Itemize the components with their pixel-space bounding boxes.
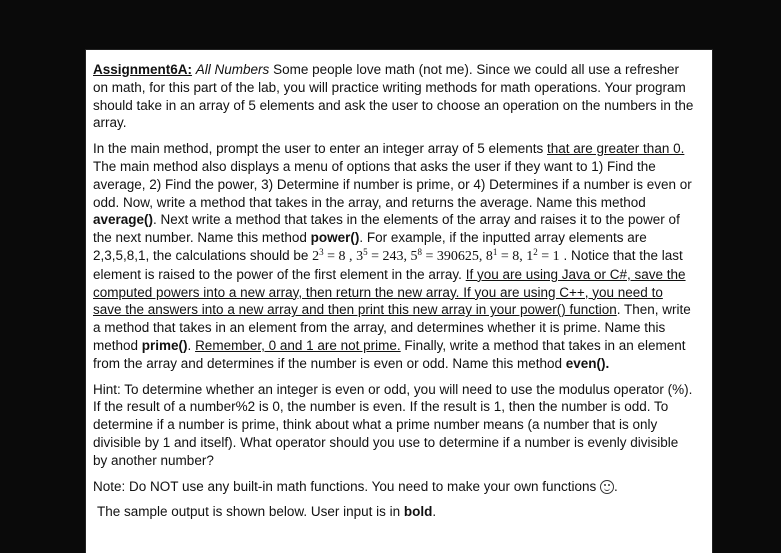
method-name-even: even(). [565,355,610,371]
math-result: = 390625, [421,248,486,264]
math-exponent: 1 [492,246,498,257]
underlined-text: Remember, 0 and 1 are not prime. [195,337,401,353]
note-paragraph [93,478,694,496]
text-run: The main method also displays a menu of options that asks the user if they want to 1) Find the average, 2) Find the power, 3) Determine if number is prime, or 4) Determines if a number is even or odd. Now, write a method that takes in the array, and returns the average. Name this method [93,158,692,210]
smiley-mouth [604,486,610,491]
underlined-text: that are greater than 0. [547,141,685,157]
method-name-average: average() [93,212,154,228]
document-page [86,50,712,553]
text-run: . Notice that the last element is raised to the power of the first element in the array. [93,247,683,282]
document-content [93,61,694,529]
math-result: = 243, [367,248,411,264]
assignment-intro-text: Some people love math (not me). Since we could all use a refresher on math, for this part of the lab, you will practice writing methods for math operations. Your program should take in an array of 5 elements and ask the user to choose an operation on the numbers in the array. [93,62,694,131]
text-run: . For example, if the inputted array elements are 2,3,5,8,1, the calculations should be [93,230,647,263]
text-run: . Then, write a method that takes in an element from the array, and determines whether it is prime. Name this method [93,302,691,353]
method-name-prime: prime() [141,337,188,353]
text-run: Finally, write a method that takes in an element from the array and determines if the number is even or odd. Name this method [93,337,686,371]
math-base: 1 [526,248,534,264]
math-base: 8 [485,248,493,264]
math-exponent: 8 [417,246,422,257]
assignment-intro-paragraph [93,61,694,132]
assignment-title: All Numbers [195,62,270,77]
underlined-text: If you are using Java or C#, save the computed powers into a new array, then return the new array. If you are using C++, you need to save the answers into a new array and then print this new array in your power() function [93,266,686,318]
text-run: In the main method, prompt the user to enter an integer array of 5 elements [93,141,547,157]
text-run: . Next write a method that takes in the elements of the array and raises it to the power of the next number. Name this method [93,212,680,246]
power-calculation-math [312,246,560,264]
math-base: 3 [356,248,364,264]
method-name-power: power() [310,230,360,246]
text-run: . [187,337,196,353]
assignment-label: Assignment6A: [93,62,193,77]
sample-bold-word: bold [403,504,433,520]
note-end: . [614,478,618,494]
math-result: = 8, [497,248,527,264]
math-exponent: 2 [533,246,538,257]
sample-end: . [432,504,437,520]
math-exponent: 3 [319,246,324,257]
main-method-paragraph [93,140,694,372]
math-base: 5 [410,248,418,264]
math-result: = 1 [537,248,560,264]
math-exponent: 5 [363,246,368,257]
sample-output-paragraph [93,503,694,521]
math-base: 2 [312,248,320,264]
hint-paragraph: Hint: To determine whether an integer is even or odd, you will need to use the modulus operator (%). If the result of a number%2 is 0, the number is even. If the result is 1, then the number is odd. To determine if a number is prime, think about what a prime number means (a number that is only divisible by 1 and itself). What operator should you use to determine if a number is evenly divisible by another number? [93,381,693,468]
math-result: = 8 , [323,248,357,264]
smiley-face-icon [600,480,614,494]
note-text: Note: Do NOT use any built-in math functions. You need to make your own functions [93,478,601,494]
sample-text: The sample output is shown below. User input is in [97,504,404,520]
